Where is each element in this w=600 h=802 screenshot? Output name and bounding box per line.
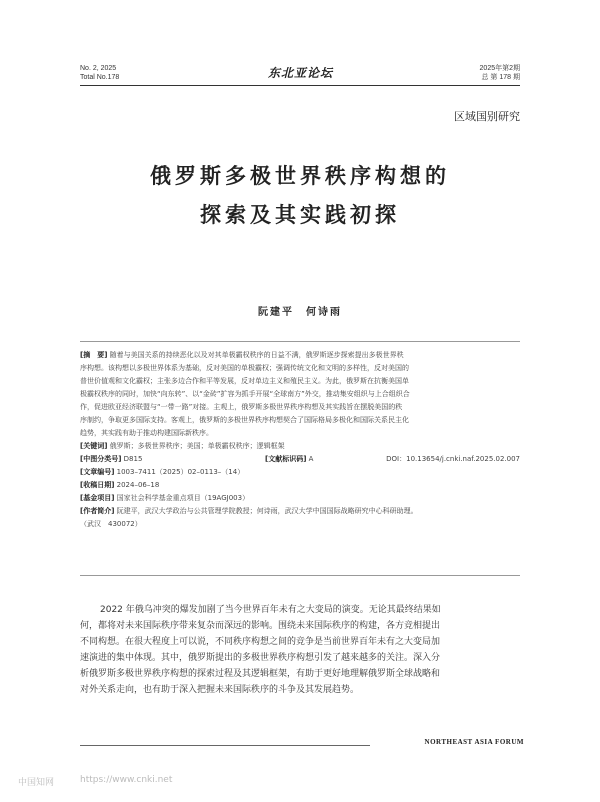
journal-title: 东北亚论坛 [268, 66, 334, 80]
keywords-text: 俄罗斯；多极世界秩序；美国；单极霸权秩序；逻辑框架 [109, 442, 285, 450]
abstract-line-6: 序制约，争取更多国际支持。客观上，俄罗斯的多极世界秩序构想契合了国际格局多极化和国际关系民主化 [80, 416, 409, 424]
keywords-label: [关键词] [80, 442, 108, 450]
doi: DOI：10.13654/j.cnki.naf.2025.02.007 [386, 455, 520, 463]
authors: 阮建平 何诗雨 [258, 307, 342, 318]
body-line-1: 2022 年俄乌冲突的爆发加剧了当今世界百年未有之大变局的演变。无论其最终结果如 [100, 605, 441, 615]
abstract-line-1 [80, 350, 404, 360]
article-no-label: [文章编号] [80, 468, 115, 476]
fund-text: 国家社会科学基金重点项目（19AGJ003） [116, 494, 250, 502]
body-line-6: 对外关系走向，也有助于深入把握未来国际秩序的斗争及其发展趋势。 [80, 685, 360, 695]
total-issue-left: Total No.178 [80, 74, 120, 81]
received-label: [收稿日期] [80, 481, 115, 489]
fund-line [80, 493, 249, 503]
abstract-line-7: 趋势，其实践有助于推动构建国际新秩序。 [80, 429, 213, 437]
clc-label: [中图分类号] [80, 455, 122, 463]
received-line [80, 480, 159, 490]
abstract-top-rule [80, 341, 520, 342]
abstract-line-3: 普世价值观和文化霸权；主张多边合作和平等发展，反对单边主义和殖民主义。为此，俄罗斯在抗衡美国单 [80, 377, 409, 385]
clc-text: D815 [123, 455, 143, 463]
author-intro-label: [作者简介] [80, 507, 115, 515]
body-line-5: 析俄罗斯多极世界秩序构想的探索过程及其逻辑框架，有助于更好地理解俄罗斯全球战略和 [80, 669, 441, 679]
abstract-line-2: 序构想。该构想以多极世界体系为基础，反对美国的单极霸权；强调传统文化和文明的多样性，反对美国的 [80, 364, 409, 372]
clc-line [80, 454, 142, 464]
watermark-cnki: 中国知网 [18, 778, 55, 788]
article-no-text: 1003–7411（2025）02–0113–（14） [116, 468, 245, 476]
article-no-line [80, 467, 244, 477]
total-issue-right: 总 第 178 期 [481, 74, 520, 81]
abstract-line-4: 极霸权秩序的同时，加快“向东转”、以“金砖”扩容为抓手开展“全球南方”外交，推动集安组织与上合组织合 [80, 390, 410, 398]
abstract-label: [摘 要] [80, 351, 108, 359]
keywords-line [80, 441, 285, 451]
author-address: （武汉 430072） [80, 520, 142, 528]
abstract-bottom-rule [80, 575, 520, 576]
body-line-4: 速演进的集中体现。其中，俄罗斯提出的多极世界秩序构想引发了越来越多的关注。深入分 [80, 653, 441, 663]
author-intro-line [80, 506, 418, 516]
author-intro-text: 阮建平，武汉大学政治与公共管理学院教授；何诗雨，武汉大学中国国际战略研究中心科研助理。 [116, 507, 418, 515]
abstract-block [80, 345, 520, 575]
issue-left: No. 2, 2025 [80, 65, 117, 72]
doc-code-label: [文献标识码] [265, 455, 307, 463]
body-line-2: 何，都将对未来国际秩序带来复杂而深远的影响。围绕未来国际秩序的构建，各方竞相提出 [80, 621, 441, 631]
received-text: 2024–06–18 [116, 481, 160, 489]
body-line-3: 不同构想。在很大程度上可以说，不同秩序构想之间的竞争是当前世界百年未有之大变局加 [80, 637, 441, 647]
issue-right: 2025年第2期 [479, 65, 520, 72]
doc-code-line [265, 454, 313, 464]
abstract-text-1: 随着与美国关系的持续恶化以及对其单极霸权秩序的日益不满，俄罗斯逐步探索提出多极世界秩 [109, 351, 404, 359]
watermark-url: https://www.cnki.net [80, 775, 173, 785]
column-tag: 区域国别研究 [454, 110, 520, 123]
doc-code-text: A [308, 455, 314, 463]
footer-forum: NORTHEAST ASIA FORUM [370, 738, 524, 746]
title-line-1: 俄罗斯多极世界秩序构想的 [150, 163, 450, 188]
abstract-line-5: 作，促进欧亚经济联盟与“一带一路”对接。主观上，俄罗斯多极世界秩序构想及其实践旨在摆脱美国的秩 [80, 403, 403, 411]
fund-label: [基金项目] [80, 494, 115, 502]
header-rule [80, 85, 520, 86]
title-line-2: 探索及其实践初探 [200, 202, 400, 227]
